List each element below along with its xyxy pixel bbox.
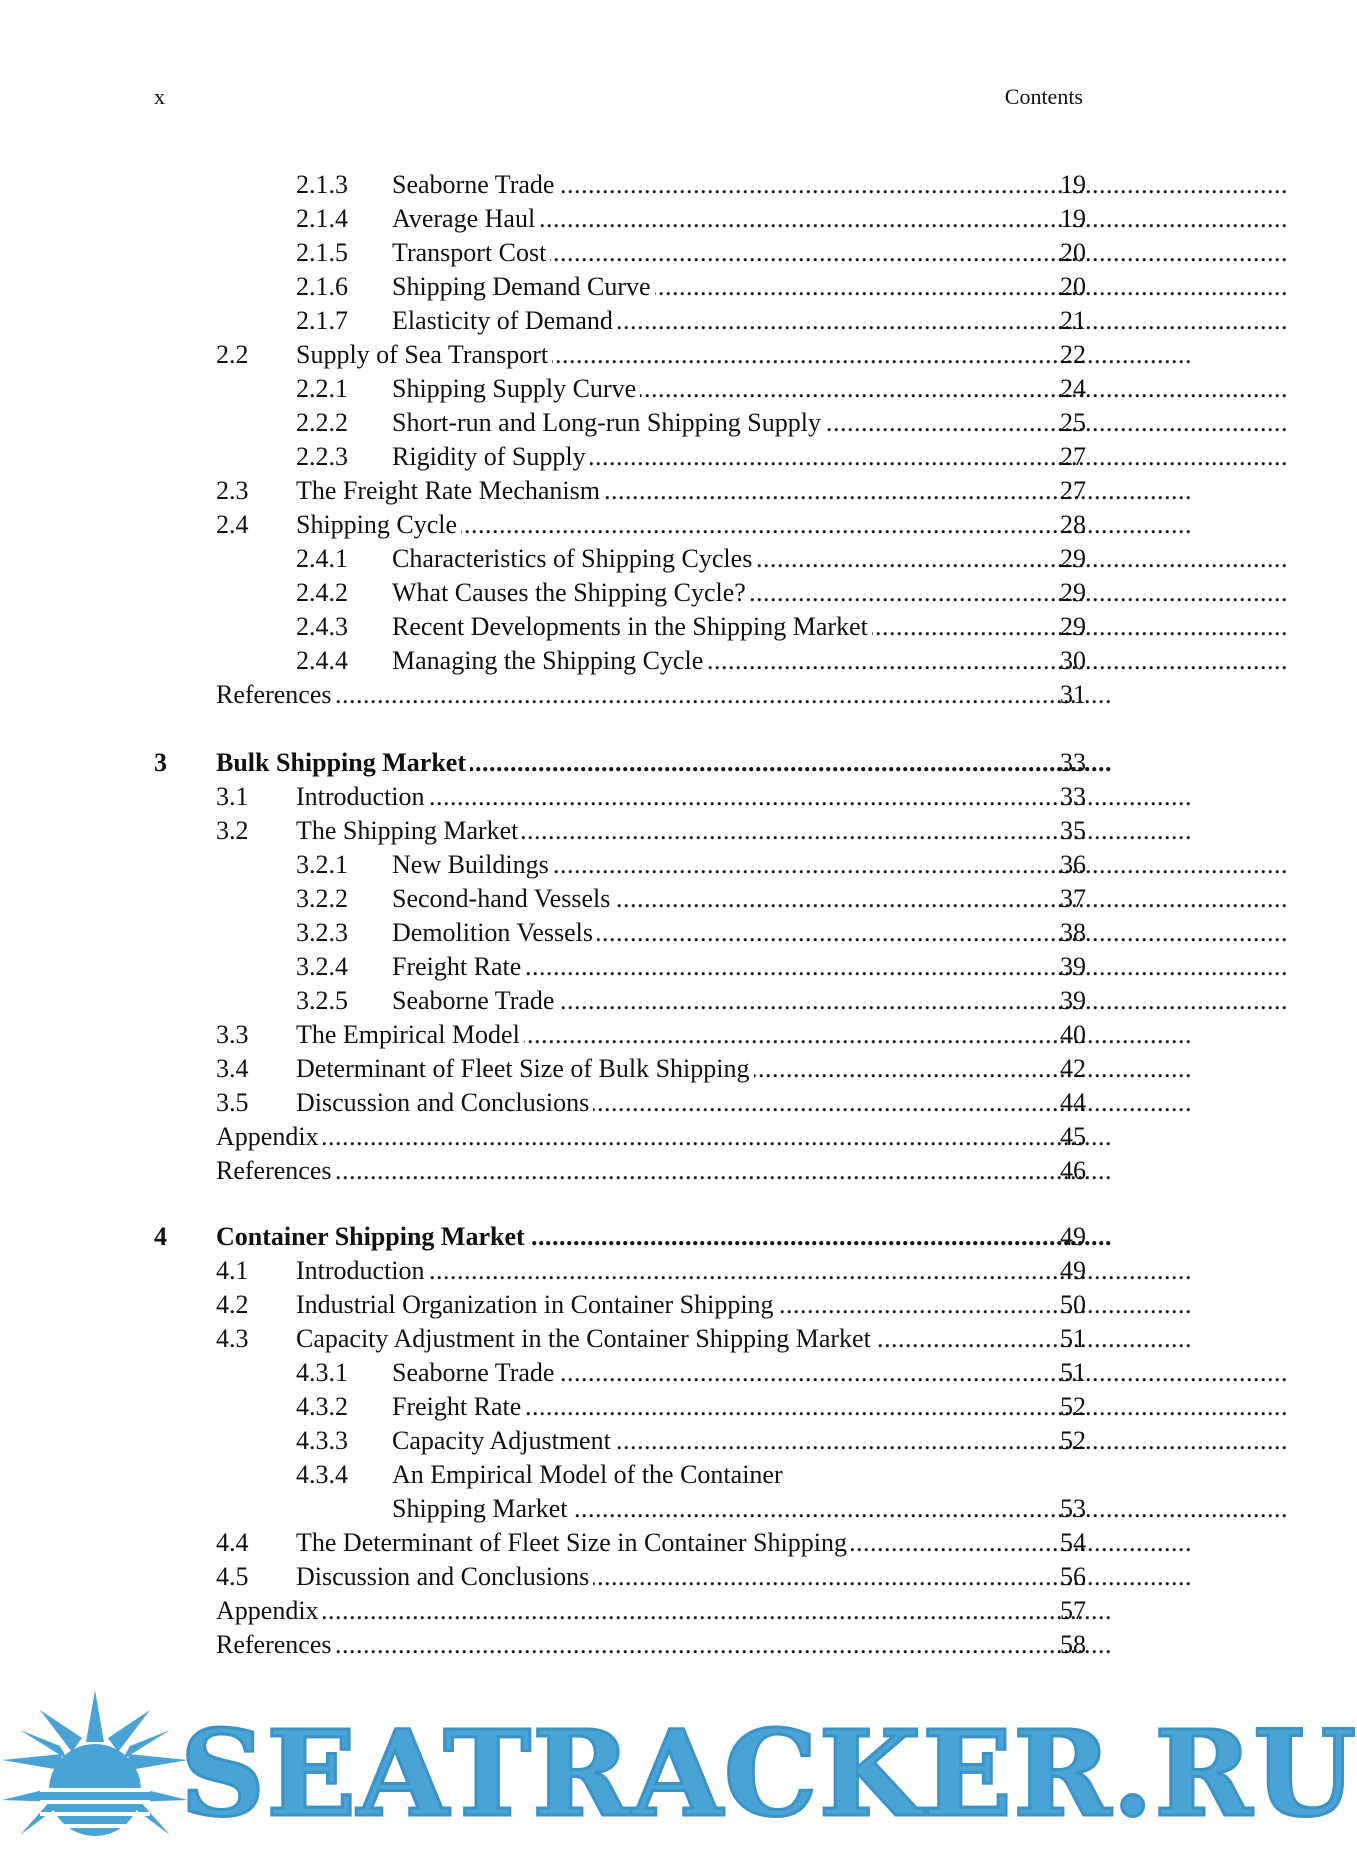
chapter-title: Bulk Shipping Market . . . [216,746,1027,780]
section-title: Second-hand Vessels . . . [392,882,1027,916]
section-number: 2.4.4 [296,646,348,675]
section-number: 3.2 [216,816,249,845]
section-title: What Causes the Shipping Cycle? . . . [392,576,1027,610]
section-number: 4.3.3 [296,1426,348,1455]
section-title: Discussion and Conclusions . . . [296,1560,1027,1594]
page-ref: 39 [1060,952,1086,981]
page-ref: 52 [1060,1392,1086,1421]
page-ref: 33 [1060,782,1086,811]
section-title: Supply of Sea Transport . . . [296,338,1027,372]
chapter-title: Container Shipping Market . . . [216,1220,1027,1254]
page-header [154,84,1083,114]
section-number: 4.3.2 [296,1392,348,1421]
page-ref: 36 [1060,850,1086,879]
running-title: Contents [1004,84,1083,109]
section-title: References . . . [216,1628,1027,1662]
section-title: Average Haul . . . [392,202,1027,236]
section-number: 4.5 [216,1562,249,1591]
section-number: 2.4.2 [296,578,348,607]
section-number: 3.2.1 [296,850,348,879]
section-title: Capacity Adjustment in the Container Shipping Market . . . [296,1322,1027,1356]
page-ref: 58 [1060,1630,1086,1659]
page-ref: 22 [1060,340,1086,369]
section-title: Capacity Adjustment . . . [392,1424,1027,1458]
page-ref: 49 [1060,1256,1086,1285]
section-title: Freight Rate . . . [392,1390,1027,1424]
page-ref: 53 [1060,1494,1086,1523]
section-title: Transport Cost . . . [392,236,1027,270]
section-title: References . . . [216,678,1027,712]
section-number: 4.4 [216,1528,249,1557]
page-ref: 50 [1060,1290,1086,1319]
page-ref: 28 [1060,510,1086,539]
section-title: Industrial Organization in Container Shipping . . . [296,1288,1027,1322]
page-ref: 49 [1060,1222,1086,1251]
page-ref: 19 [1060,170,1086,199]
section-number: 2.1.6 [296,272,348,301]
page-ref: 20 [1060,238,1086,267]
section-title: Shipping Supply Curve . . . [392,372,1027,406]
page-ref: 24 [1060,374,1086,403]
page-ref: 25 [1060,408,1086,437]
sun-logo-icon [0,1690,190,1851]
page-ref: 44 [1060,1088,1086,1117]
section-title: Appendix . . . [216,1120,1027,1154]
section-title: Seaborne Trade . . . [392,168,1027,202]
section-title: Freight Rate . . . [392,950,1027,984]
page-ref: 42 [1060,1054,1086,1083]
section-title: The Empirical Model . . . [296,1018,1027,1052]
page-ref: 46 [1060,1156,1086,1185]
page-ref: 38 [1060,918,1086,947]
page-ref: 27 [1060,442,1086,471]
section-number: 2.1.7 [296,306,348,335]
section-title: Seaborne Trade . . . [392,984,1027,1018]
section-title: Seaborne Trade . . . [392,1356,1027,1390]
section-title: New Buildings . . . [392,848,1027,882]
section-number: 2.1.3 [296,170,348,199]
section-number: 4.3.4 [296,1460,348,1489]
chapter-number: 4 [154,1222,167,1251]
section-number: 2.4.3 [296,612,348,641]
section-number: 3.4 [216,1054,249,1083]
page-ref: 51 [1060,1324,1086,1353]
page-ref: 45 [1060,1122,1086,1151]
page-ref: 52 [1060,1426,1086,1455]
page-ref: 35 [1060,816,1086,845]
page-ref: 29 [1060,612,1086,641]
section-number: 4.3 [216,1324,249,1353]
section-title: Shipping Cycle . . . [296,508,1027,542]
section-number: 2.1.4 [296,204,348,233]
section-title: The Freight Rate Mechanism . . . [296,474,1027,508]
page-ref: 51 [1060,1358,1086,1387]
section-title: Elasticity of Demand . . . [392,304,1027,338]
section-title: Characteristics of Shipping Cycles . . . [392,542,1027,576]
section-title: The Determinant of Fleet Size in Container Shipping . . . [296,1526,1027,1560]
page-ref: 21 [1060,306,1086,335]
section-title: Short-run and Long-run Shipping Supply . . . [392,406,1027,440]
section-number: 3.5 [216,1088,249,1117]
section-title: Introduction . . . [296,1254,1027,1288]
page-ref: 33 [1060,748,1086,777]
page-ref: 40 [1060,1020,1086,1049]
section-number: 2.2.2 [296,408,348,437]
section-title-continued: Shipping Market . . . [392,1492,1027,1526]
section-title: Managing the Shipping Cycle . . . [392,644,1027,678]
watermark-text: SEATRACKER.RU [180,1704,1357,1843]
section-title: Determinant of Fleet Size of Bulk Shipping . . . [296,1052,1027,1086]
section-number: 3.2.2 [296,884,348,913]
section-title: Demolition Vessels . . . [392,916,1027,950]
section-title: References . . . [216,1154,1027,1188]
section-number: 4.2 [216,1290,249,1319]
section-number: 2.1.5 [296,238,348,267]
watermark-banner [0,1690,1357,1851]
page-ref: 27 [1060,476,1086,505]
page-ref: 54 [1060,1528,1086,1557]
section-number: 2.2.1 [296,374,348,403]
section-number: 4.1 [216,1256,249,1285]
page-ref: 39 [1060,986,1086,1015]
section-title: Rigidity of Supply . . . [392,440,1027,474]
page-ref: 20 [1060,272,1086,301]
section-number: 3.2.4 [296,952,348,981]
section-title: Shipping Demand Curve . . . [392,270,1027,304]
section-title: An Empirical Model of the Container [392,1458,1027,1492]
page-ref: 57 [1060,1596,1086,1625]
section-title: Discussion and Conclusions . . . [296,1086,1027,1120]
section-number: 3.3 [216,1020,249,1049]
section-number: 2.2 [216,340,249,369]
page-ref: 56 [1060,1562,1086,1591]
chapter-number: 3 [154,748,167,777]
section-number: 2.3 [216,476,249,505]
section-title: Introduction . . . [296,780,1027,814]
section-number: 3.2.5 [296,986,348,1015]
page-ref: 29 [1060,544,1086,573]
section-number: 4.3.1 [296,1358,348,1387]
section-number: 3.1 [216,782,249,811]
section-number: 2.2.3 [296,442,348,471]
page-ref: 29 [1060,578,1086,607]
section-number: 2.4.1 [296,544,348,573]
section-number: 3.2.3 [296,918,348,947]
section-number: 2.4 [216,510,249,539]
page-ref: 37 [1060,884,1086,913]
page-number: x [154,84,165,109]
section-title: Appendix . . . [216,1594,1027,1628]
page-ref: 31 [1060,680,1086,709]
page-ref: 19 [1060,204,1086,233]
section-title: Recent Developments in the Shipping Market . . . [392,610,1027,644]
section-title: The Shipping Market . . . [296,814,1027,848]
page-ref: 30 [1060,646,1086,675]
